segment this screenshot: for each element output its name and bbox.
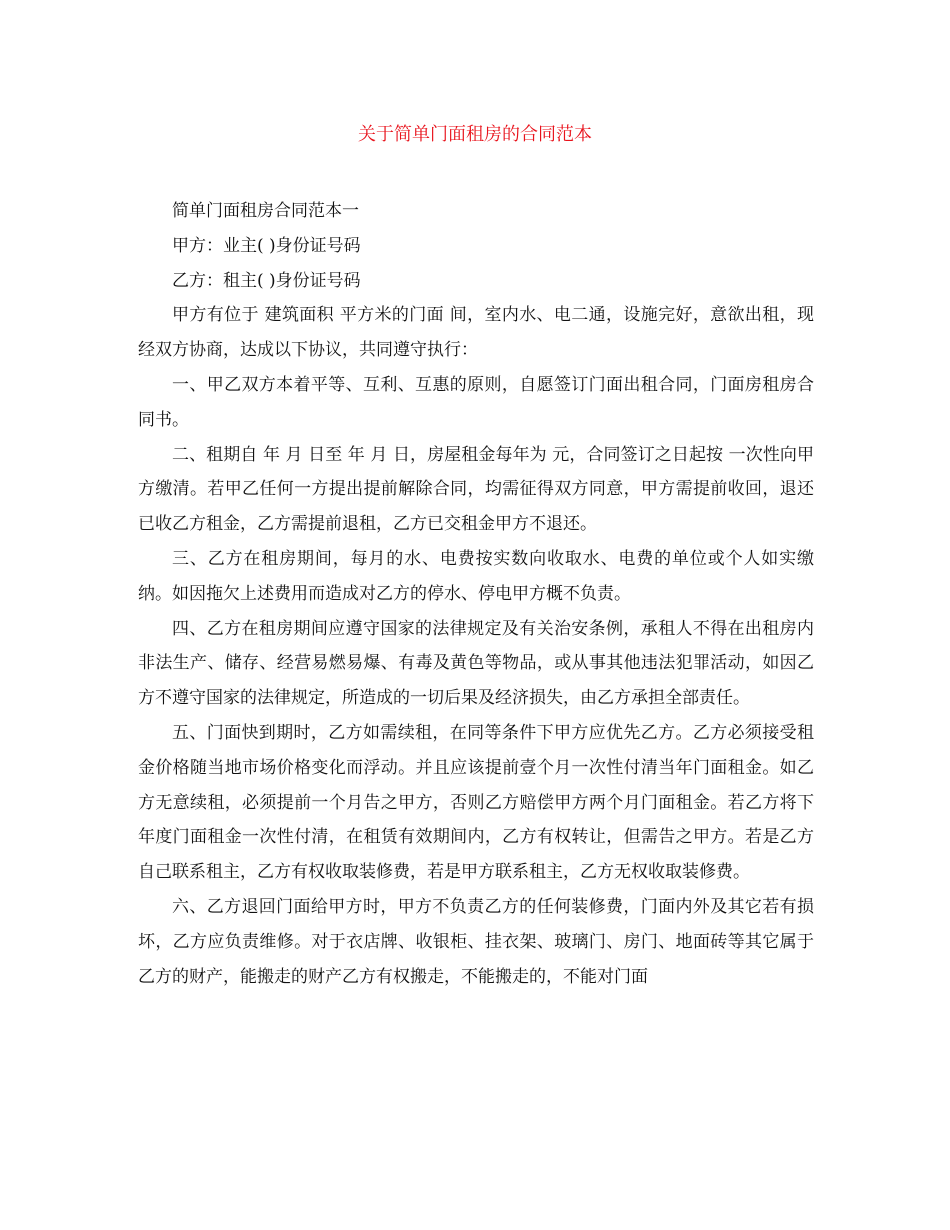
paragraph-party-a: 甲方：业主( )身份证号码 bbox=[172, 235, 361, 256]
paragraph-clause-3: 三、乙方在租房期间，每月的水、电费按实数向收取水、电费的单位或个人如实缴纳。如因拖欠上述费用而造成对乙方的停水、停电甲方概不负责。 bbox=[138, 548, 814, 604]
paragraph-clause-4: 四、乙方在租房期间应遵守国家的法律规定及有关治安条例，承租人不得在出租房内非法生产、储存、经营易燃易爆、有毒及黄色等物品，或从事其他违法犯罪活动，如因乙方不遵守国家的法律规定，所造成的一切后果及经济损失，由乙方承担全部责任。 bbox=[138, 618, 814, 709]
document-body bbox=[138, 194, 814, 994]
paragraph-clause-5: 五、门面快到期时，乙方如需续租，在同等条件下甲方应优先乙方。乙方必须接受租金价格随当地市场价格变化而浮动。并且应该提前壹个月一次性付清当年门面租金。如乙方无意续租，必须提前一个月告之甲方，否则乙方赔偿甲方两个月门面租金。若乙方将下年度门面租金一次性付清，在租赁有效期间内，乙方有权转让，但需告之甲方。若是乙方自己联系租主，乙方有权收取装修费，若是甲方联系租主，乙方无权收取装修费。 bbox=[138, 722, 814, 883]
paragraph-party-b: 乙方：租主( )身份证号码 bbox=[172, 270, 361, 291]
paragraph-clause-2: 二、租期自 年 月 日至 年 月 日，房屋租金每年为 元，合同签订之日起按 一次性向甲方缴清。若甲乙任何一方提出提前解除合同，均需征得双方同意，甲方需提前收回，退还已收乙方租金，乙方需提前退租，乙方已交租金甲方不退还。 bbox=[138, 444, 814, 535]
document-title: 关于简单门面租房的合同范本 bbox=[358, 124, 592, 145]
paragraph-preamble: 甲方有位于 建筑面积 平方米的门面 间，室内水、电二通，设施完好，意欲出租，现经双方协商，达成以下协议，共同遵守执行： bbox=[138, 305, 814, 361]
paragraph-heading: 简单门面租房合同范本一 bbox=[172, 201, 359, 221]
paragraph-clause-6: 六、乙方退回门面给甲方时，甲方不负责乙方的任何装修费，门面内外及其它若有损坏，乙方应负责维修。对于衣店牌、收银柜、挂衣架、玻璃门、房门、地面砖等其它属于乙方的财产，能搬走的财产乙方有权搬走，不能搬走的，不能对门面 bbox=[138, 896, 814, 987]
paragraph-clause-1: 一、甲乙双方本着平等、互利、互惠的原则，自愿签订门面出租合同，门面房租房合同书。 bbox=[138, 374, 814, 430]
